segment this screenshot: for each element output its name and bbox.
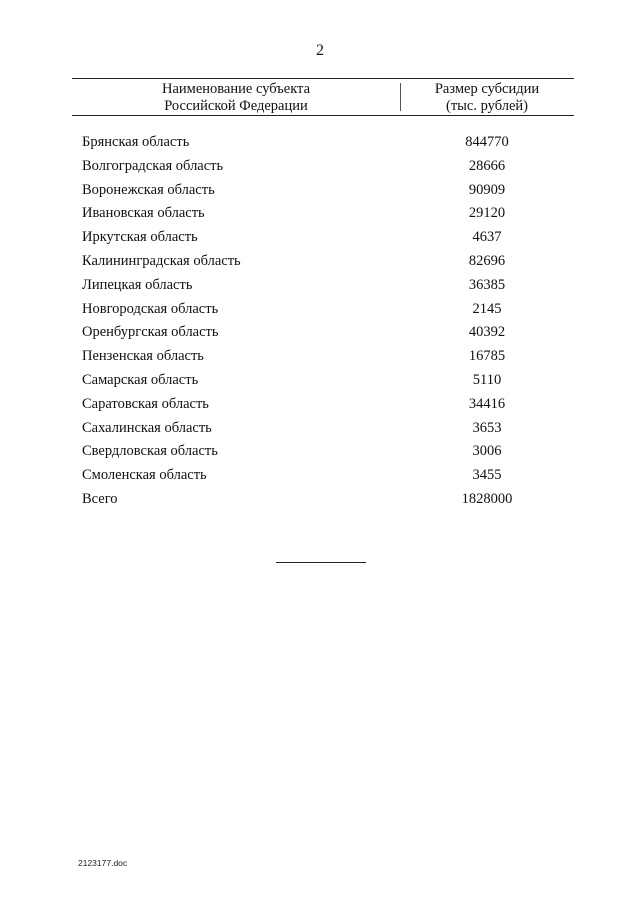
header-column-amount [400, 81, 574, 115]
region-name: Пензенская область [82, 348, 204, 365]
subsidy-amount: 3455 [472, 467, 502, 484]
end-of-table-rule [276, 562, 366, 563]
region-name: Липецкая область [82, 276, 193, 293]
region-name: Брянская область [82, 134, 190, 150]
subsidy-table [72, 78, 574, 507]
subsidy-amount: 2145 [472, 300, 502, 317]
table-row [72, 134, 574, 158]
subsidy-amount: 29120 [468, 205, 506, 222]
subsidy-amount: 40392 [468, 324, 506, 341]
table-row-total [72, 491, 574, 515]
region-name: Сахалинская область [82, 419, 212, 436]
total-amount: 1828000 [461, 490, 513, 507]
subsidy-amount: 90909 [468, 181, 506, 198]
subsidy-amount: 5110 [472, 371, 502, 388]
table-row [72, 253, 574, 277]
subsidy-amount: 34416 [468, 395, 506, 412]
table-row [72, 182, 574, 206]
subsidy-amount: 28666 [468, 157, 506, 174]
region-name: Свердловская область [82, 443, 218, 460]
subsidy-amount: 16785 [468, 348, 506, 365]
subsidy-amount: 3653 [472, 419, 502, 436]
table-row [72, 396, 574, 420]
region-name: Калининградская область [82, 252, 241, 269]
subsidy-amount: 4637 [472, 229, 502, 246]
region-name: Ивановская область [82, 205, 205, 222]
table-row [72, 277, 574, 301]
table-row [72, 229, 574, 253]
subsidy-amount: 36385 [468, 276, 506, 293]
total-label: Всего [82, 490, 118, 507]
header-amount-line1: Размер субсидии [434, 81, 540, 97]
region-name: Саратовская область [82, 395, 209, 412]
table-row [72, 420, 574, 444]
region-name: Новгородская область [82, 300, 219, 317]
header-column-region [72, 81, 400, 115]
header-amount-line2: (тыс. рублей) [446, 98, 528, 114]
region-name: Волгоградская область [82, 157, 224, 174]
footer-file-name: 2123177.doc [78, 858, 128, 868]
region-name: Оренбургская область [82, 324, 219, 341]
table-row [72, 324, 574, 348]
table-row [72, 348, 574, 372]
region-name: Смоленская область [82, 467, 207, 484]
table-body [72, 134, 574, 515]
header-region-line1: Наименование субъекта [161, 81, 311, 97]
table-header [72, 78, 574, 116]
region-name: Самарская область [82, 371, 199, 388]
subsidy-amount: 3006 [472, 443, 502, 460]
header-region-line2: Российской Федерации [164, 98, 308, 114]
subsidy-amount: 844770 [465, 134, 509, 150]
subsidy-amount: 82696 [468, 252, 506, 269]
region-name: Иркутская область [82, 229, 198, 246]
table-row [72, 158, 574, 182]
page-number: 2 [316, 42, 324, 59]
table-row [72, 467, 574, 491]
table-row [72, 301, 574, 325]
table-row [72, 443, 574, 467]
region-name: Воронежская область [82, 181, 215, 198]
table-row [72, 205, 574, 229]
table-row [72, 372, 574, 396]
